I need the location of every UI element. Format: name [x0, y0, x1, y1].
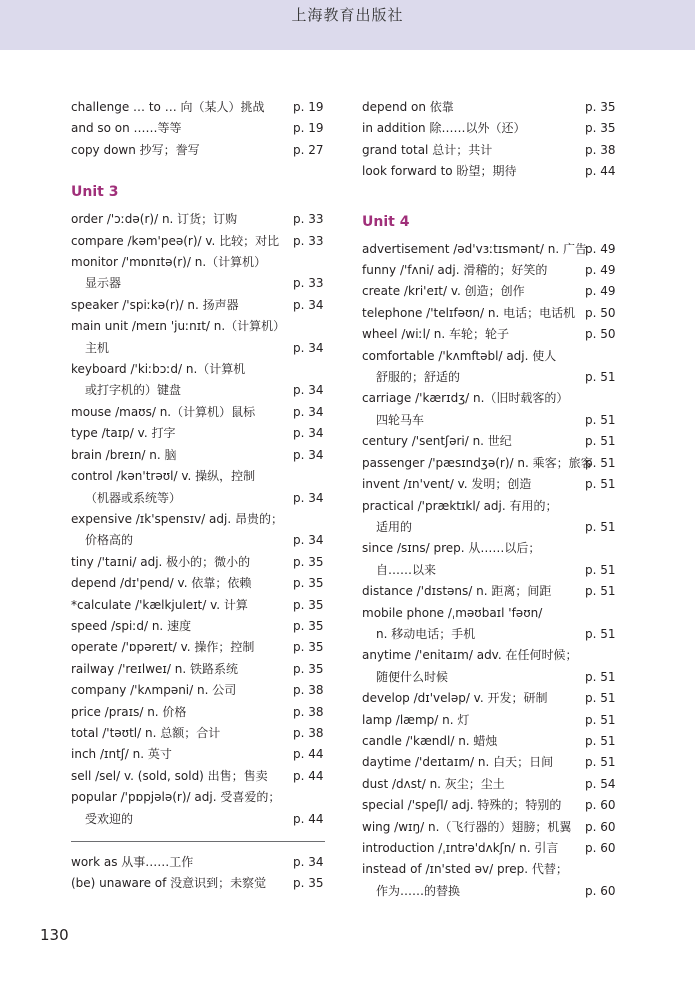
entry-text: lamp /læmp/ n. 灯: [362, 712, 470, 727]
entry-text: mobile phone /ˌməʊbaɪl 'fəʊn/: [362, 605, 543, 620]
entry-text: 显示器: [85, 276, 122, 291]
entry-page: p. 51: [585, 669, 616, 684]
entry-text: comfortable /'kʌmftəbl/ adj. 使人: [362, 348, 557, 363]
entry-text: operate /'ɒpəreɪt/ v. 操作；控制: [71, 640, 255, 655]
glossary-entry: [71, 445, 325, 466]
entry-page: p. 35: [293, 876, 324, 891]
entry-page: p. 27: [293, 142, 324, 157]
glossary-entry: [71, 402, 325, 423]
glossary-entry: [71, 852, 325, 873]
glossary-entry: [71, 595, 325, 616]
glossary-entry: [362, 710, 617, 731]
entry-page: p. 35: [585, 121, 616, 136]
glossary-entry: [362, 817, 617, 838]
glossary-entry: [71, 423, 325, 444]
page-number: 130: [40, 926, 69, 944]
glossary-entry: [362, 239, 617, 260]
glossary-entry: [362, 517, 617, 538]
entry-text: n. 移动电话；手机: [376, 626, 476, 641]
entry-page: p. 60: [585, 798, 616, 813]
entry-text: 受欢迎的: [85, 811, 134, 826]
entry-text: speed /spiːd/ n. 速度: [71, 618, 192, 633]
glossary-entry: [71, 316, 325, 337]
glossary-entry: [362, 688, 617, 709]
glossary-entry: [71, 552, 325, 573]
entry-text: 随便什么时候: [376, 669, 449, 684]
entry-text: wing /wɪŋ/ n.（飞行器的）翅膀；机翼: [362, 819, 572, 834]
glossary-entry: [71, 616, 325, 637]
entry-page: p. 38: [293, 725, 324, 740]
entry-text: in addition 除……以外（还）: [362, 121, 526, 136]
glossary-entry: [362, 474, 617, 495]
glossary-entry: [71, 295, 325, 316]
unit-3-title: Unit 3: [71, 184, 119, 201]
entry-text: candle /'kændl/ n. 蜡烛: [362, 733, 498, 748]
entry-text: railway /'reɪlweɪ/ n. 铁路系统: [71, 661, 238, 676]
glossary-entry: [71, 787, 325, 808]
header-band: [0, 0, 695, 50]
entry-page: p. 35: [293, 640, 324, 655]
entry-page: p. 35: [293, 554, 324, 569]
phrase-entries: [71, 852, 325, 895]
entry-page: p. 38: [293, 683, 324, 698]
entry-text: century /'sentʃəri/ n. 世纪: [362, 434, 512, 449]
entry-text: (be) unaware of 没意识到；未察觉: [71, 876, 267, 891]
entry-page: p. 33: [293, 233, 324, 248]
entry-text: anytime /'enitaɪm/ adv. 在任何时候；: [362, 648, 578, 663]
entry-page: p. 38: [585, 142, 616, 157]
glossary-entry: [362, 667, 617, 688]
glossary-entry: [71, 338, 325, 359]
glossary-entry: [362, 410, 617, 431]
entry-text: *calculate /'kælkjuleɪt/ v. 计算: [71, 597, 248, 612]
entry-text: 四轮马车: [376, 412, 425, 427]
glossary-entry: [362, 453, 617, 474]
entry-page: p. 34: [293, 490, 324, 505]
glossary-entry: [362, 774, 617, 795]
entry-text: instead of /ɪn'sted əv/ prep. 代替；: [362, 862, 568, 877]
entry-text: order /'ɔːdə(r)/ n. 订货；订购: [71, 212, 238, 227]
section-divider: [71, 841, 325, 842]
glossary-entry: [362, 731, 617, 752]
entry-page: p. 35: [293, 576, 324, 591]
entry-page: p. 44: [293, 747, 324, 762]
entry-text: passenger /'pæsɪndʒə(r)/ n. 乘客；旅客: [362, 455, 593, 470]
entry-text: sell /sel/ v. (sold, sold) 出售；售卖: [71, 768, 268, 783]
entry-page: p. 51: [585, 733, 616, 748]
glossary-entry: [71, 273, 325, 294]
entry-text: create /kri'eɪt/ v. 创造；创作: [362, 284, 525, 299]
entry-text: speaker /'spiːkə(r)/ n. 扬声器: [71, 297, 239, 312]
entry-text: 自……以来: [376, 562, 437, 577]
glossary-entry: [71, 231, 325, 252]
entry-text: work as 从事……工作: [71, 855, 194, 869]
entry-text: introduction /ˌɪntrə'dʌkʃn/ n. 引言: [362, 841, 559, 855]
glossary-entry: [71, 209, 325, 230]
glossary-entry: [71, 809, 325, 830]
entry-page: p. 60: [585, 841, 616, 855]
entry-page: p. 34: [293, 404, 324, 419]
entry-page: p. 51: [585, 562, 616, 577]
glossary-entry: [71, 873, 325, 894]
entry-text: and so on ……等等: [71, 121, 182, 136]
left-column: [71, 97, 325, 895]
entry-text: funny /'fʌni/ adj. 滑稽的；好笑的: [362, 263, 548, 278]
entry-text: dust /dʌst/ n. 灰尘；尘土: [362, 776, 505, 791]
entry-text: type /taɪp/ v. 打字: [71, 426, 176, 441]
glossary-entry: [362, 161, 617, 182]
entry-page: p. 34: [293, 447, 324, 462]
entry-page: p. 49: [585, 241, 616, 256]
entry-page: p. 51: [585, 455, 616, 470]
glossary-entry: [71, 380, 325, 401]
entry-page: p. 51: [585, 412, 616, 427]
glossary-entry: [71, 573, 325, 594]
entry-page: p. 51: [585, 434, 616, 449]
entry-text: tiny /'taɪni/ adj. 极小的；微小的: [71, 554, 251, 569]
entry-page: p. 34: [293, 340, 324, 355]
glossary-entry: [71, 509, 325, 530]
glossary-entry: [362, 388, 617, 409]
entry-text: compare /kəm'peə(r)/ v. 比较；对比: [71, 233, 280, 248]
entry-text: look forward to 盼望；期待: [362, 164, 517, 179]
entry-text: grand total 总计；共计: [362, 142, 493, 157]
entry-page: p. 44: [585, 164, 616, 179]
glossary-entry: [362, 281, 617, 302]
entry-page: p. 51: [585, 691, 616, 706]
left-top-entries: [71, 97, 325, 161]
entry-page: p. 51: [585, 477, 616, 492]
entry-text: wheel /wiːl/ n. 车轮；轮子: [362, 327, 509, 342]
entry-text: copy down 抄写；誊写: [71, 142, 200, 157]
entry-page: p. 44: [293, 811, 324, 826]
entry-text: daytime /'deɪtaɪm/ n. 白天；日间: [362, 755, 554, 770]
glossary-entry: [71, 118, 325, 139]
entry-text: main unit /meɪn 'juːnɪt/ n.（计算机）: [71, 319, 286, 334]
entry-page: p. 34: [293, 383, 324, 398]
glossary-entry: [362, 859, 617, 880]
glossary-entry: [362, 538, 617, 559]
glossary-entry: [362, 752, 617, 773]
entry-page: p. 50: [585, 327, 616, 342]
entry-page: p. 44: [293, 768, 324, 783]
entry-text: depend on 依靠: [362, 100, 454, 114]
entry-text: （机器或系统等）: [85, 490, 182, 505]
glossary-entry: [71, 488, 325, 509]
glossary-entry: [362, 118, 617, 139]
entry-text: mouse /maʊs/ n.（计算机）鼠标: [71, 404, 256, 419]
glossary-entry: [362, 838, 617, 859]
entry-text: 主机: [85, 340, 110, 355]
entry-text: depend /dɪ'pend/ v. 依靠；依赖: [71, 576, 252, 591]
entry-text: 作为……的替换: [376, 883, 461, 898]
entry-text: develop /dɪ'veləp/ v. 开发；研制: [362, 691, 548, 706]
right-top-entries: [362, 97, 617, 183]
entry-page: p. 60: [585, 819, 616, 834]
glossary-entry: [362, 303, 617, 324]
entry-page: p. 38: [293, 704, 324, 719]
glossary-entry: [362, 603, 617, 624]
glossary-entry: [71, 723, 325, 744]
glossary-entry: [362, 496, 617, 517]
entry-text: control /kən'trəʊl/ v. 操纵，控制: [71, 469, 256, 484]
glossary-entry: [71, 466, 325, 487]
glossary-entry: [362, 367, 617, 388]
glossary-entry: [71, 252, 325, 273]
entry-text: telephone /'telɪfəʊn/ n. 电话；电话机: [362, 305, 576, 320]
glossary-entry: [71, 680, 325, 701]
entry-text: monitor /'mɒnɪtə(r)/ n.（计算机）: [71, 255, 267, 270]
entry-page: p. 60: [585, 883, 616, 898]
entry-text: brain /breɪn/ n. 脑: [71, 447, 177, 462]
unit-3-entries: [71, 209, 325, 830]
entry-text: carriage /'kærɪdʒ/ n.（旧时载客的）: [362, 391, 569, 406]
unit-4-entries: [362, 239, 617, 903]
glossary-entry: [71, 97, 325, 118]
entry-page: p. 33: [293, 212, 324, 227]
entry-page: p. 19: [293, 121, 324, 136]
glossary-entry: [362, 324, 617, 345]
entry-page: p. 51: [585, 519, 616, 534]
glossary-entry: [362, 140, 617, 161]
entry-text: distance /'dɪstəns/ n. 距离；间距: [362, 584, 552, 599]
entry-page: p. 49: [585, 263, 616, 278]
entry-page: p. 51: [585, 370, 616, 385]
entry-text: total /'təʊtl/ n. 总额；合计: [71, 725, 221, 740]
glossary-entry: [362, 881, 617, 902]
entry-text: challenge … to … 向（某人）挑战: [71, 100, 265, 114]
right-column: [362, 97, 617, 902]
entry-text: popular /'pɒpjələ(r)/ adj. 受喜爱的；: [71, 790, 281, 805]
entry-text: inch /ɪntʃ/ n. 英寸: [71, 747, 172, 762]
entry-page: p. 19: [293, 100, 324, 114]
glossary-entry: [362, 795, 617, 816]
entry-page: p. 49: [585, 284, 616, 299]
entry-text: price /praɪs/ n. 价格: [71, 704, 187, 719]
entry-page: p. 34: [293, 533, 324, 548]
glossary-entry: [71, 659, 325, 680]
entry-page: p. 34: [293, 855, 324, 869]
entry-page: p. 51: [585, 584, 616, 599]
entry-page: p. 35: [585, 100, 616, 114]
entry-text: expensive /ɪk'spensɪv/ adj. 昂贵的；: [71, 511, 283, 526]
entry-text: 适用的: [376, 519, 413, 534]
entry-page: p. 34: [293, 426, 324, 441]
glossary-entry: [362, 346, 617, 367]
unit-4-title: Unit 4: [362, 213, 410, 230]
entry-page: p. 35: [293, 597, 324, 612]
entry-text: company /'kʌmpəni/ n. 公司: [71, 683, 237, 698]
glossary-entry: [71, 530, 325, 551]
entry-page: p. 51: [585, 712, 616, 727]
glossary-entry: [71, 744, 325, 765]
entry-page: p. 51: [585, 626, 616, 641]
glossary-entry: [71, 766, 325, 787]
glossary-entry: [362, 645, 617, 666]
entry-text: keyboard /'kiːbɔːd/ n.（计算机: [71, 362, 246, 377]
entry-text: 或打字机的）键盘: [85, 383, 182, 398]
entry-text: invent /ɪn'vent/ v. 发明；创造: [362, 477, 532, 492]
entry-text: 舒服的；舒适的: [376, 370, 461, 385]
entry-text: since /sɪns/ prep. 从……以后；: [362, 541, 541, 556]
entry-text: advertisement /əd'vɜːtɪsmənt/ n. 广告: [362, 241, 588, 256]
glossary-entry: [362, 97, 617, 118]
entry-page: p. 34: [293, 297, 324, 312]
entry-page: p. 51: [585, 755, 616, 770]
entry-text: practical /'præktɪkl/ adj. 有用的；: [362, 498, 558, 513]
entry-text: special /'speʃl/ adj. 特殊的；特别的: [362, 798, 562, 813]
entry-page: p. 33: [293, 276, 324, 291]
entry-text: 价格高的: [85, 533, 134, 548]
glossary-entry: [71, 359, 325, 380]
glossary-entry: [362, 581, 617, 602]
entry-page: p. 50: [585, 305, 616, 320]
glossary-entry: [362, 624, 617, 645]
glossary-entry: [362, 431, 617, 452]
entry-page: p. 35: [293, 618, 324, 633]
glossary-entry: [71, 702, 325, 723]
glossary-entry: [71, 140, 325, 161]
entry-page: p. 54: [585, 776, 616, 791]
publisher-title: 上海教育出版社: [291, 6, 404, 24]
glossary-entry: [362, 260, 617, 281]
entry-page: p. 35: [293, 661, 324, 676]
glossary-entry: [71, 637, 325, 658]
glossary-entry: [362, 560, 617, 581]
